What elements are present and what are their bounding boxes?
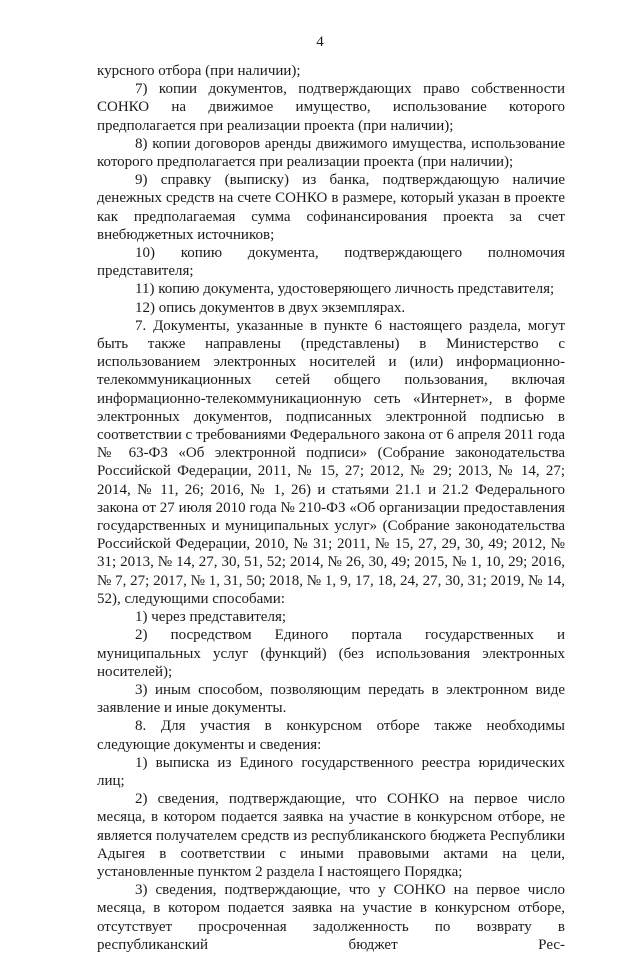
clause-7-method-3: 3) иным способом, позволяющим передать в электронном виде заявление и иные документы. (97, 681, 565, 717)
clause-7-method-2: 2) посредством Единого портала государственных и муниципальных услуг (функций) (без использования электронных носителей); (97, 627, 565, 680)
list-item-8: 8) копии договоров аренды движимого имущества, использование которого предполагается при реализации проекта (при наличии); (97, 135, 565, 171)
list-item-7: 7) копии документов, подтверждающих право собственности СОНКО на движимое имущество, использование которого предполагается при реализации проекта (при наличии); (97, 81, 565, 134)
list-item-9: 9) справку (выписку) из банка, подтверждающую наличие денежных средств на счете СОНКО в размере, который указан в проекте как предполагаемая сумма софинансирования проекта за счет внебюджетных источников; (97, 172, 565, 243)
clause-8-item-1: 1) выписка из Единого государственного реестра юридических лиц; (97, 754, 565, 789)
paragraph-continuation: курсного отбора (при наличии); (97, 63, 301, 79)
clause-7: 7. Документы, указанные в пункте 6 настоящего раздела, могут быть также направлены (представлены) в Министерство с использованием электронных носителей и (или) информационно-телекоммуникационных сетей общего пользования, включая информационно-телекоммуникационную сеть «Интернет», в форме электронных документов, подписанных электронной подписью в соответствии с требованиями Федерального закона от 6 апреля 2011 года № 63-ФЗ «Об электронной подписи» (Собрание законодательства Российской Федерации, 2011, № 15, 27; 2012, № 29; 2013, № 14, 27; 2014, № 11, 26; 2016, № 1, 26) и статьями 21.1 и 21.2 Федерального закона от 27 июля 2010 года № 210-ФЗ «Об организации предоставления государственных и муниципальных услуг» (Собрание законодательства Российской Федерации, 2010, № 31; 2011, № 15, 27, 29, 30, 49; 2012, № 31; 2013, № 14, 27, 30, 51, 52; 2014, № 26, 30, 49; 2015, № 1, 10, 29; 2016, № 7, 27; 2017, № 1, 31, 50; 2018, № 1, 9, 17, 18, 24, 27, 30, 31; 2019, № 14, 52), следующими способами: (97, 317, 565, 607)
document-body (97, 62, 565, 954)
clause-8: 8. Для участия в конкурсном отборе также необходимы следующие документы и сведения: (97, 718, 565, 753)
list-item-10: 10) копию документа, подтверждающего полномочия представителя; (97, 245, 565, 280)
clause-8-item-2: 2) сведения, подтверждающие, что СОНКО на первое число месяца, в котором подается заявка на участие в конкурсном отборе, не является получателем средств из республиканского бюджета Республики Адыгея в соответствии с иными правовыми актами на цели, установленные пунктом 2 раздела I настоящего Порядка; (97, 791, 565, 880)
clause-8-item-3: 3) сведения, подтверждающие, что у СОНКО на первое число месяца, в котором подается заявка на участие в конкурсном отборе, отсутствует просроченная задолженность по возврату в республиканский бюджет Рес- (97, 882, 565, 953)
page-number: 4 (316, 34, 324, 50)
list-item-11: 11) копию документа, удостоверяющего личность представителя; (135, 281, 555, 298)
clause-7-method-1: 1) через представителя; (135, 609, 287, 626)
list-item-12: 12) опись документов в двух экземплярах. (135, 299, 406, 316)
